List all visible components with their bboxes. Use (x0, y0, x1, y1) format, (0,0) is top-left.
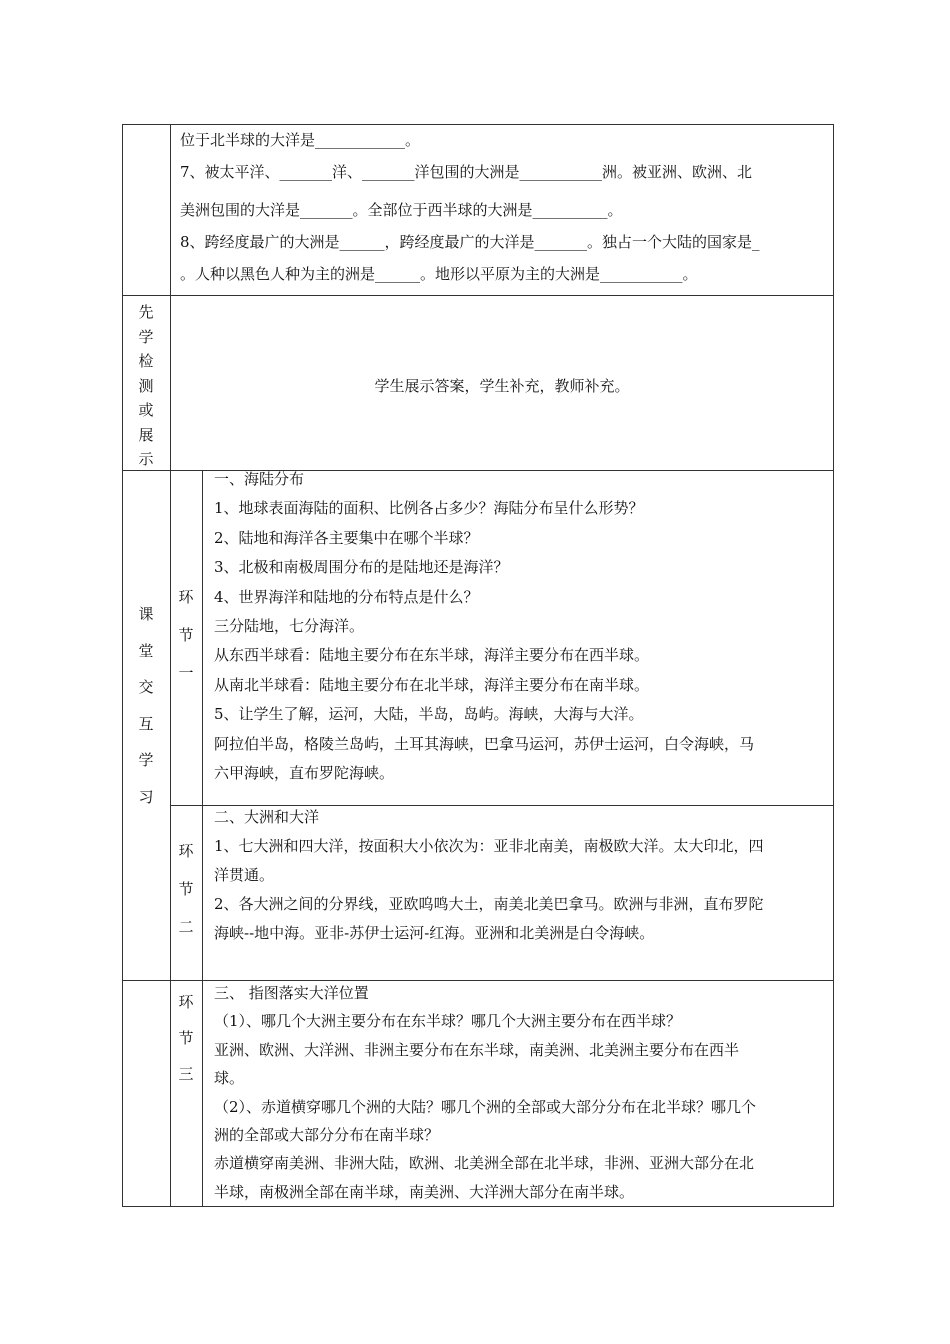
question-line: 。人种以黑色人种为主的洲是______。地形以平原为主的大洲是___________。 (180, 265, 698, 283)
section-line: 从东西半球看：陆地主要分布在东半球，海洋主要分布在西半球。 (214, 646, 650, 665)
section-line: 赤道横穿南美洲、非洲大陆，欧洲、北美洲全部在北半球，非洲、亚洲大部分在北 (214, 1154, 755, 1173)
row-label-pre-study-check: 先 学 检 测 或 展 示 (138, 303, 154, 468)
table-border-left (122, 124, 123, 1207)
section-line: 洋贯通。 (214, 866, 275, 884)
section-line: （2）、赤道横穿哪几个洲的大陆？哪几个洲的全部或大部分分布在北半球？哪几个 (214, 1097, 757, 1116)
section-label-2: 环 节 二 (178, 842, 194, 936)
section-line: 5、让学生了解，运河，大陆，半岛，岛屿。海峡，大海与大洋。 (214, 705, 644, 724)
table-border-right (833, 124, 834, 1207)
questions-cell (180, 126, 830, 288)
section-line: 4、世界海洋和陆地的分布特点是什么？ (214, 587, 479, 606)
row-label-classroom-interaction: 课 堂 交 互 学 习 (138, 605, 154, 806)
section-line: 海峡--地中海。亚非-苏伊士运河-红海。亚洲和北美洲是白令海峡。 (214, 924, 655, 942)
section-line: 2、各大洲之间的分界线，亚欧呜鸣大土，南美北美巴拿马。欧洲与非洲，直布罗陀 (214, 895, 764, 913)
section-label-3: 环 节 三 (178, 993, 194, 1083)
section-line: 六甲海峡，直布罗陀海峡。 (214, 763, 395, 782)
section-line: 2、陆地和海洋各主要集中在哪个半球？ (214, 528, 479, 547)
section-line: 球。 (214, 1069, 245, 1088)
question-line: 8、跨经度最广的大洲是______，跨经度最广的大洋是_______。独占一个大陆的国家是_ (180, 233, 760, 251)
pre-study-content: 学生展示答案，学生补充，教师补充。 (374, 377, 630, 395)
section-1-content (214, 465, 829, 788)
section-label-1: 环 节 一 (178, 588, 194, 682)
question-line: 美洲包围的大洋是_______。全部位于西半球的大洲是__________。 (180, 201, 623, 219)
section-line: 半球，南极洲全部在南半球，南美洲、大洋洲大部分在南半球。 (214, 1182, 635, 1201)
section-line: 从南北半球看：陆地主要分布在北半球，海洋主要分布在南半球。 (214, 675, 650, 694)
section-line: 1、七大洲和四大洋，按面积大小依次为：亚非北南美，南极欧大洋。太大印北，四 (214, 837, 764, 855)
row-divider-1 (122, 295, 834, 296)
table-border-bottom (122, 1206, 834, 1207)
question-line: 7、被太平洋、_______洋、_______洋包围的大洲是___________洲。被亚洲、欧洲、北 (180, 163, 753, 181)
section-line: 1、地球表面海陆的面积、比例各占多少？海陆分布呈什么形势？ (214, 499, 644, 518)
section-line: 一、海陆分布 (214, 470, 305, 488)
section-line: 二、大洲和大洋 (214, 808, 320, 826)
section-line: 洲的全部或大部分分布在南半球？ (214, 1125, 440, 1144)
section-line: 阿拉伯半岛，格陵兰岛屿，土耳其海峡，巴拿马运河，苏伊士运河，白令海峡，马 (214, 734, 755, 753)
section-line: 三分陆地，七分海洋。 (214, 616, 365, 635)
section-line: 三、 指图落实大洋位置 (214, 984, 369, 1002)
section-3-content (214, 979, 829, 1206)
section-2-content (214, 803, 829, 948)
section-line: 3、北极和南极周围分布的是陆地还是海洋？ (214, 558, 509, 577)
label-column-divider (170, 124, 171, 1207)
section-line: （1）、哪几个大洲主要分布在东半球？哪几个大洲主要分布在西半球？ (214, 1012, 682, 1031)
question-line: 位于北半球的大洋是____________。 (180, 131, 421, 149)
section-column-divider (202, 470, 203, 1207)
section-line: 亚洲、欧洲、大洋洲、非洲主要分布在东半球，南美洲、北美洲主要分布在西半 (214, 1040, 740, 1059)
table-border-top (122, 124, 834, 125)
